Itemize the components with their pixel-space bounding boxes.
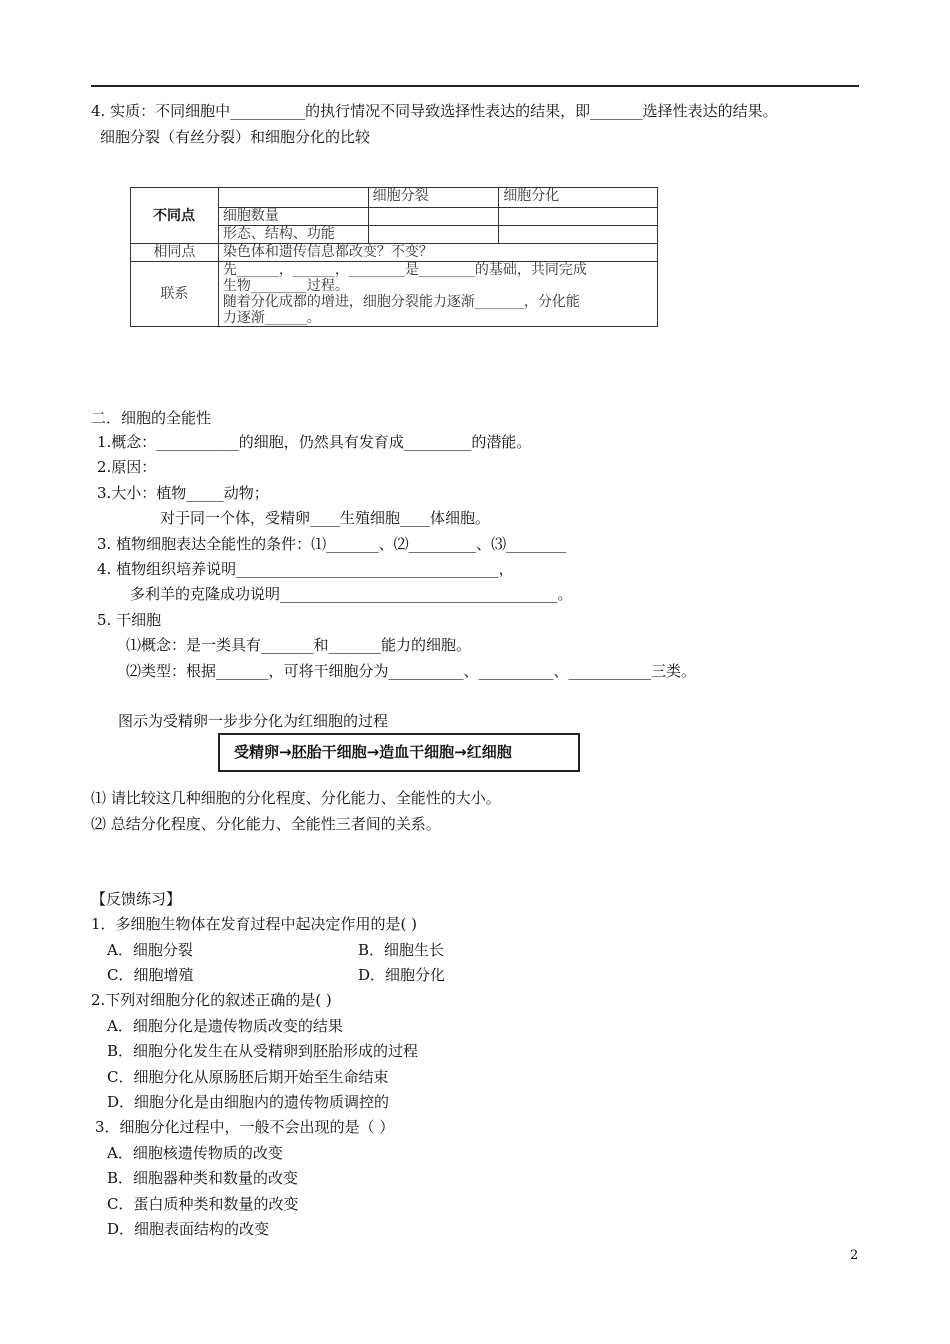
q3-option-b: B．细胞器种类和数量的改变 — [107, 1169, 299, 1187]
table-corner-header: 不同点 — [131, 188, 219, 244]
q1-option-a: A．细胞分裂 — [107, 941, 193, 959]
col-header-differentiation: 细胞分化 — [499, 188, 658, 208]
concept-line: 1.概念：___________的细胞，仍然具有发育成_________的潜能。 — [97, 433, 532, 451]
stem-cell-concept: ⑴概念：是一类具有_______和_______能力的细胞。 — [126, 636, 472, 654]
cell-shape-division — [368, 226, 499, 244]
row-label-count: 细胞数量 — [218, 208, 368, 226]
page-number: 2 — [850, 1248, 859, 1263]
size-line: 3.大小：植物_____动物； — [97, 484, 269, 502]
q3-option-d: D．细胞表面结构的改变 — [107, 1220, 270, 1238]
q3-stem: 3．细胞分化过程中，一般不会出现的是（ ） — [95, 1118, 395, 1136]
tissue-culture-line: 4. 植物组织培养说明___________________________________， — [97, 560, 514, 578]
item-4-essence: 4. 实质：不同细胞中__________的执行情况不同导致选择性表达的结果，即_______选择性表达的结果。 — [91, 102, 778, 120]
differentiation-flow-box — [218, 733, 580, 772]
diagram-question-1: ⑴ 请比较这几种细胞的分化程度、分化能力、全能性的大小。 — [91, 789, 501, 807]
compare-title: 细胞分裂（有丝分裂）和细胞分化的比较 — [100, 128, 371, 146]
q1-stem: 1．多细胞生物体在发育过程中起决定作用的是( ) — [91, 915, 418, 933]
q3-option-c: C．蛋白质种类和数量的改变 — [107, 1195, 299, 1213]
col-header-division: 细胞分裂 — [368, 188, 499, 208]
cell-shape-differentiation — [499, 226, 658, 244]
table-empty-cell — [218, 188, 368, 208]
differentiation-flow-text: 受精卵→胚胎干细胞→造血干细胞→红细胞 — [234, 743, 512, 761]
stem-cell-heading: 5. 干细胞 — [97, 611, 162, 629]
reason-line: 2.原因： — [97, 458, 157, 476]
conditions-line: 3. 植物细胞表达全能性的条件：⑴_______、⑵_________、⑶________ — [97, 535, 567, 553]
link-line-2: 生物________过程。 — [222, 278, 349, 294]
q2-option-d: D．细胞分化是由细胞内的遗传物质调控的 — [107, 1093, 390, 1111]
link-line-1: 先______，______，________是________的基础，共同完成 — [222, 262, 587, 278]
diagram-question-2: ⑵ 总结分化程度、分化能力、全能性三者间的关系。 — [91, 815, 441, 833]
header-rule — [91, 85, 859, 87]
link-line-3: 随着分化成都的增进，细胞分裂能力逐渐_______，分化能 — [222, 294, 580, 310]
q2-option-a: A．细胞分化是遗传物质改变的结果 — [107, 1017, 343, 1035]
diagram-caption: 图示为受精卵一步步分化为红细胞的过程 — [118, 712, 389, 730]
q2-option-c: C．细胞分化从原肠胚后期开始至生命结束 — [107, 1068, 389, 1086]
feedback-header: 【反馈练习】 — [91, 890, 182, 908]
cell-count-division — [368, 208, 499, 226]
row-label-shape: 形态、结构、功能 — [218, 226, 368, 244]
section-two-title: 二．细胞的全能性 — [91, 409, 212, 427]
same-text: 染色体和遗传信息都改变？不变？ — [218, 244, 657, 262]
link-cell — [218, 262, 657, 327]
q3-option-a: A．细胞核遗传物质的改变 — [107, 1144, 283, 1162]
link-line-4: 力逐渐______。 — [222, 310, 321, 326]
stem-cell-types: ⑵类型：根据_______，可将干细胞分为__________、__________、___________三类。 — [126, 662, 697, 680]
row-label-link: 联系 — [131, 262, 219, 327]
q1-option-b: B．细胞生长 — [358, 941, 445, 959]
same-individual-line: 对于同一个体，受精卵____生殖细胞____体细胞。 — [160, 509, 491, 527]
q1-option-d: D．细胞分化 — [358, 966, 446, 984]
comparison-table — [130, 187, 658, 327]
q1-option-c: C．细胞增殖 — [107, 966, 194, 984]
dolly-clone-line: 多利羊的克隆成功说明_____________________________________。 — [130, 585, 573, 603]
row-label-same: 相同点 — [131, 244, 219, 262]
q2-stem: 2.下列对细胞分化的叙述正确的是( ) — [91, 991, 332, 1009]
cell-count-differentiation — [499, 208, 658, 226]
q2-option-b: B．细胞分化发生在从受精卵到胚胎形成的过程 — [107, 1042, 419, 1060]
